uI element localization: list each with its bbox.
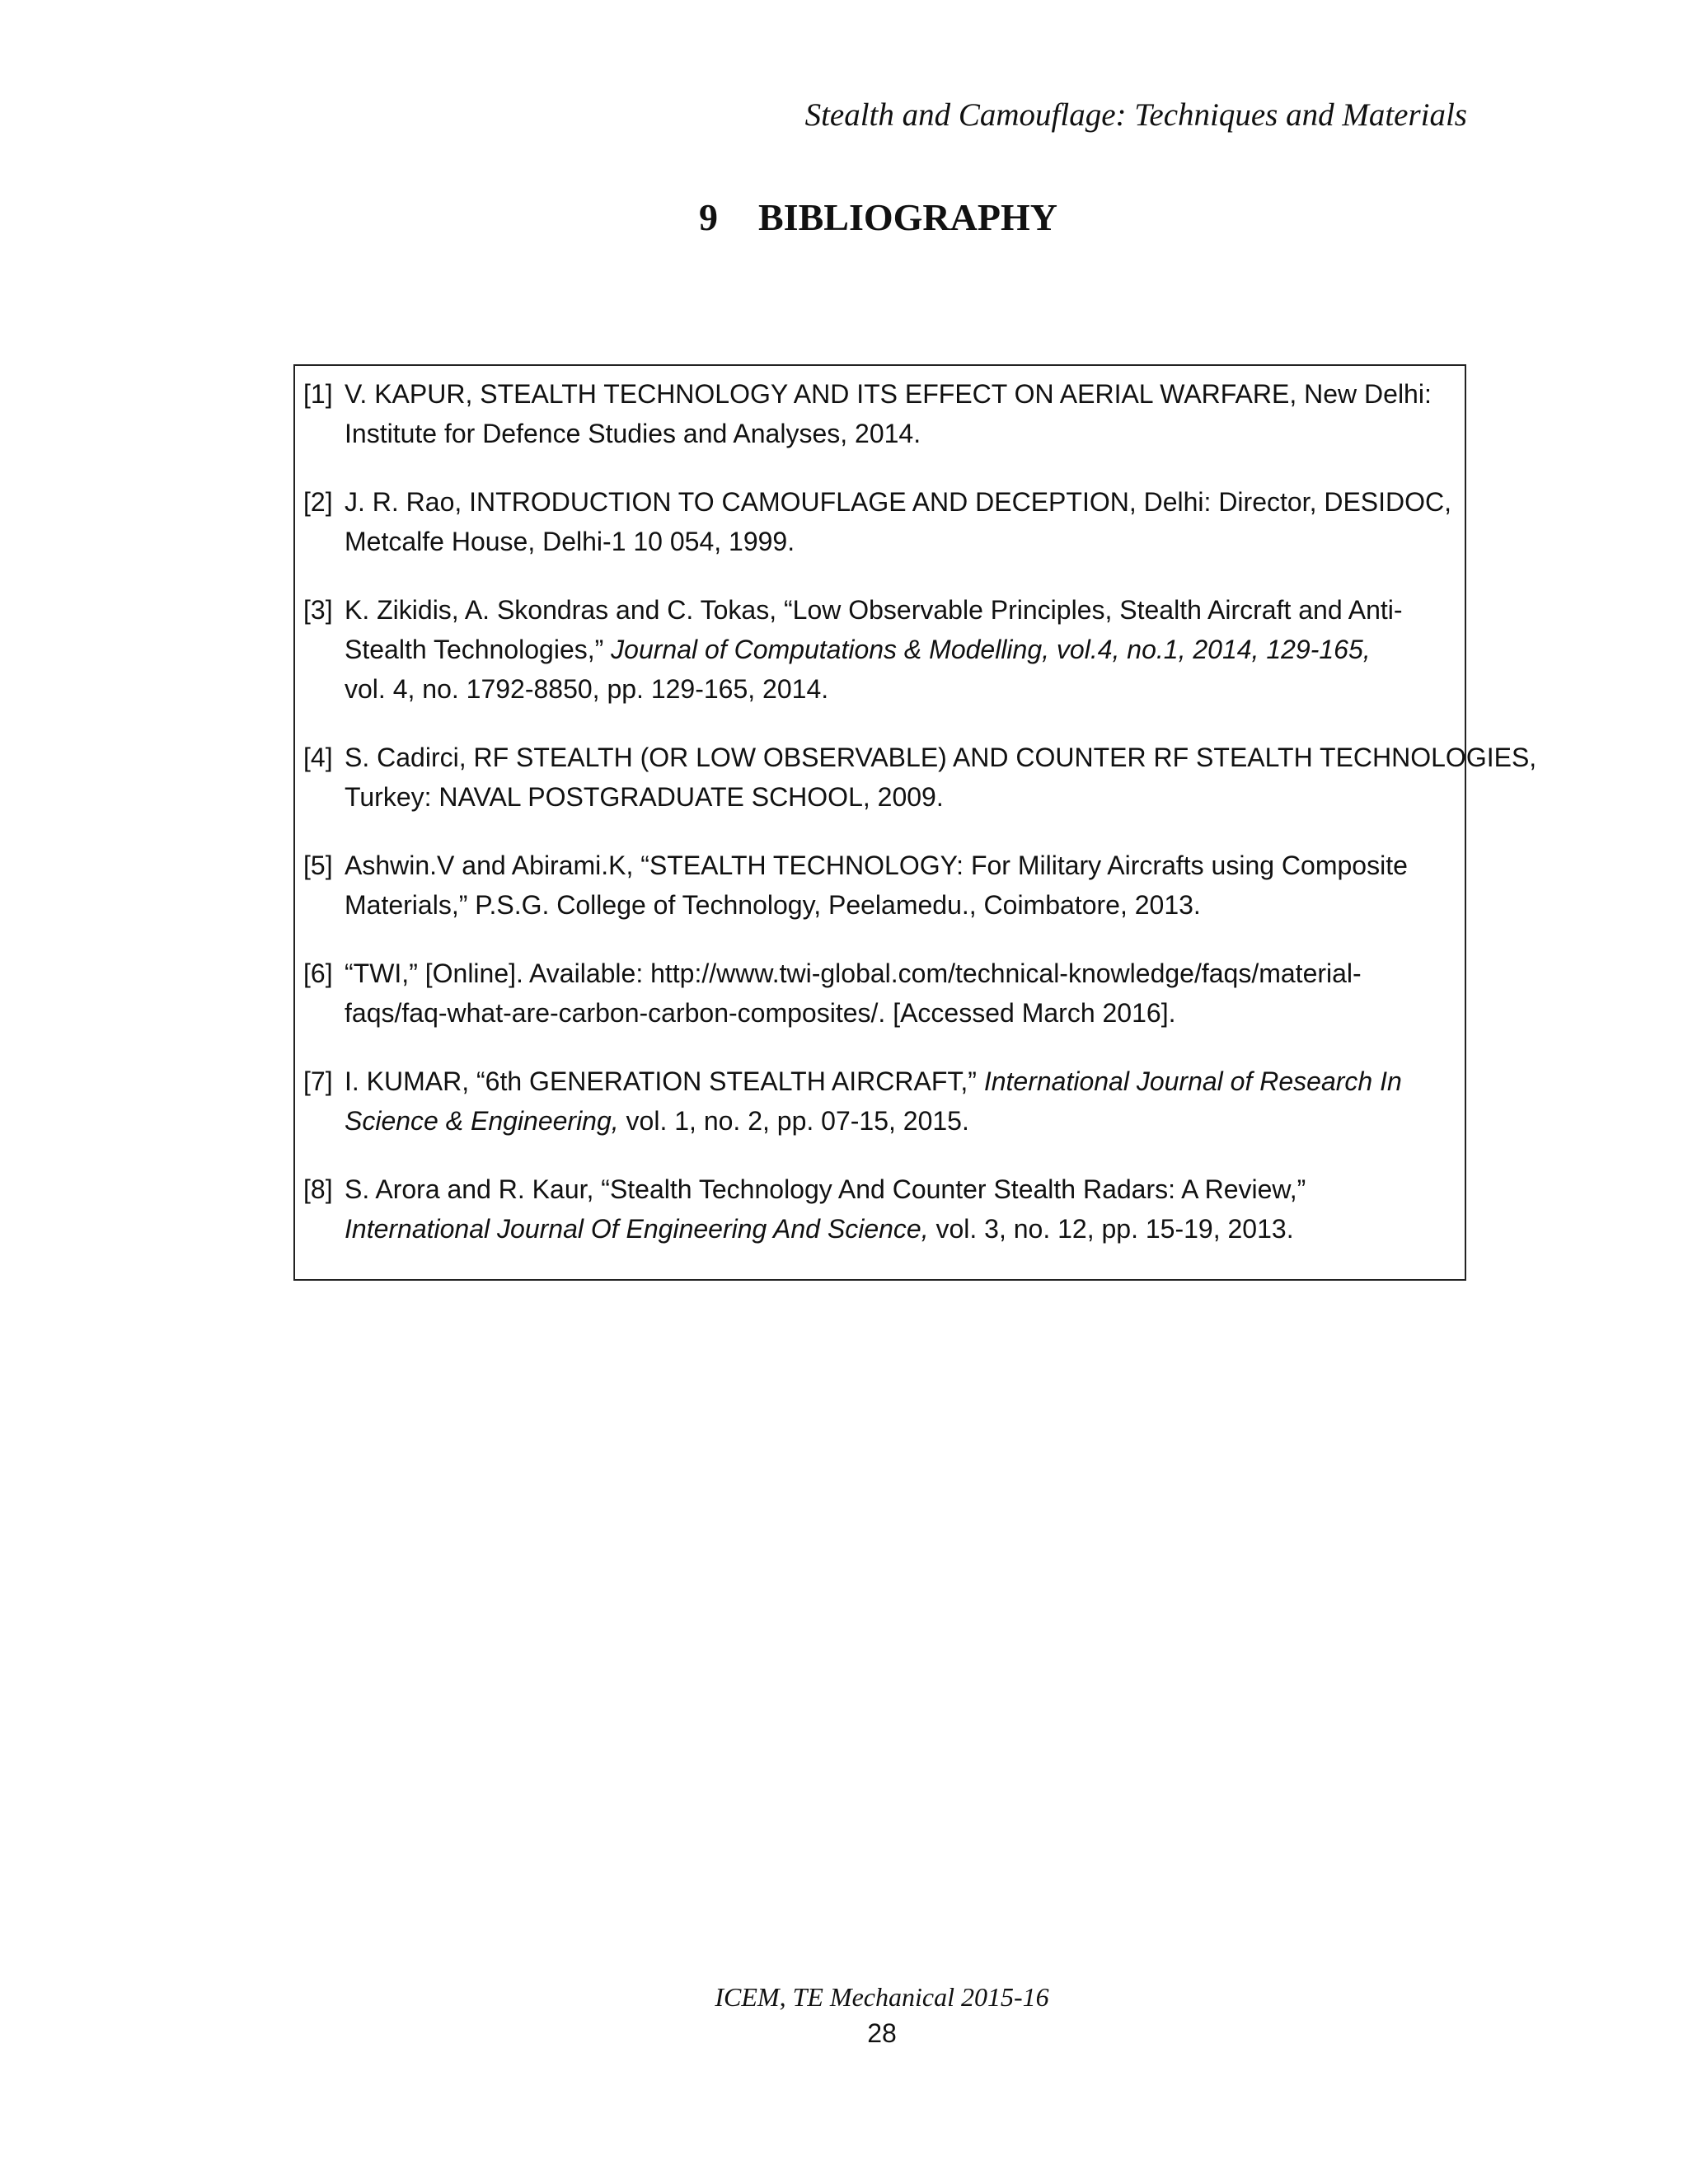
reference-segment: faqs/faq-what-are-carbon-carbon-composites/. [Accessed March 2016]. xyxy=(345,998,1176,1028)
reference-segment: “TWI,” [Online]. Available: http://www.twi-global.com/technical-knowledge/faqs/material- xyxy=(345,958,1362,988)
reference-line xyxy=(345,885,1465,925)
reference-number: [8] xyxy=(303,1174,333,1204)
reference-segment: K. Zikidis, A. Skondras and C. Tokas, “Low Observable Principles, Stealth Aircraft and Anti- xyxy=(345,595,1403,625)
reference-italic-segment: Journal of Computations & Modelling, vol.4, no.1, 2014, 129-165, xyxy=(611,635,1371,664)
reference-segment: Metcalfe House, Delhi-1 10 054, 1999. xyxy=(345,527,795,556)
reference-segment: Materials,” P.S.G. College of Technology, Peelamedu., Coimbatore, 2013. xyxy=(345,890,1201,920)
reference-segment: Ashwin.V and Abirami.K, “STEALTH TECHNOLOGY: For Military Aircrafts using Composite xyxy=(345,851,1408,880)
reference-line xyxy=(345,777,1465,817)
reference-segment: I. KUMAR, “6th GENERATION STEALTH AIRCRAFT,” xyxy=(345,1066,984,1096)
reference-number: [7] xyxy=(303,1066,333,1096)
reference-number: [1] xyxy=(303,379,333,409)
reference-segment: J. R. Rao, INTRODUCTION TO CAMOUFLAGE AND DECEPTION, Delhi: Director, DESIDOC, xyxy=(345,487,1452,517)
running-header: Stealth and Camouflage: Techniques and Materials xyxy=(804,97,1467,133)
reference-line xyxy=(345,482,1465,522)
reference-line xyxy=(345,738,1537,777)
bibliography-box xyxy=(293,364,1537,1281)
section-heading xyxy=(699,194,1057,241)
reference-segment: V. KAPUR, STEALTH TECHNOLOGY AND ITS EFFECT ON AERIAL WARFARE, New Delhi: xyxy=(345,379,1432,409)
reference-item xyxy=(303,1062,1465,1141)
reference-item xyxy=(303,374,1465,453)
section-title: BIBLIOGRAPHY xyxy=(758,196,1057,238)
page-footer: ICEM, TE Mechanical 2015-16 xyxy=(715,1982,1049,2012)
reference-number: [5] xyxy=(303,851,333,880)
reference-segment: vol. 4, no. 1792-8850, pp. 129-165, 2014. xyxy=(345,674,829,704)
reference-number: [2] xyxy=(303,487,333,517)
reference-line xyxy=(345,1169,1465,1209)
reference-item xyxy=(303,1169,1465,1249)
reference-line xyxy=(345,1209,1465,1249)
reference-line xyxy=(345,630,1465,669)
reference-number: [6] xyxy=(303,958,333,988)
reference-line xyxy=(345,414,1465,453)
reference-line xyxy=(345,669,1465,709)
reference-list xyxy=(303,374,1537,1249)
reference-segment: S. Arora and R. Kaur, “Stealth Technology And Counter Stealth Radars: A Review,” xyxy=(345,1174,1306,1204)
reference-item xyxy=(303,954,1465,1033)
page-number: 28 xyxy=(867,2018,897,2048)
reference-segment: Institute for Defence Studies and Analyses, 2014. xyxy=(345,419,921,448)
reference-number: [4] xyxy=(303,743,333,772)
reference-line xyxy=(345,1062,1465,1101)
reference-segment: Stealth Technologies,” xyxy=(345,635,612,664)
reference-line xyxy=(345,522,1465,561)
reference-segment: vol. 1, no. 2, pp. 07-15, 2015. xyxy=(618,1106,969,1136)
reference-item xyxy=(303,738,1537,817)
reference-line xyxy=(345,954,1465,993)
reference-italic-segment: Science & Engineering, xyxy=(345,1106,619,1136)
reference-item xyxy=(303,846,1465,925)
reference-line xyxy=(345,374,1465,414)
reference-item xyxy=(303,482,1465,561)
reference-italic-segment: International Journal of Research In xyxy=(983,1066,1402,1096)
section-number: 9 xyxy=(699,196,718,238)
reference-segment: vol. 3, no. 12, pp. 15-19, 2013. xyxy=(928,1214,1294,1244)
reference-line xyxy=(345,1101,1465,1141)
reference-item xyxy=(303,590,1465,709)
reference-line xyxy=(345,993,1465,1033)
reference-number: [3] xyxy=(303,595,333,625)
reference-italic-segment: International Journal Of Engineering And Science, xyxy=(345,1214,929,1244)
reference-line xyxy=(345,846,1465,885)
reference-segment: Turkey: NAVAL POSTGRADUATE SCHOOL, 2009. xyxy=(345,782,944,812)
reference-line xyxy=(345,590,1465,630)
reference-segment: S. Cadirci, RF STEALTH (OR LOW OBSERVABLE) AND COUNTER RF STEALTH TECHNOLOGIES, xyxy=(345,743,1537,772)
